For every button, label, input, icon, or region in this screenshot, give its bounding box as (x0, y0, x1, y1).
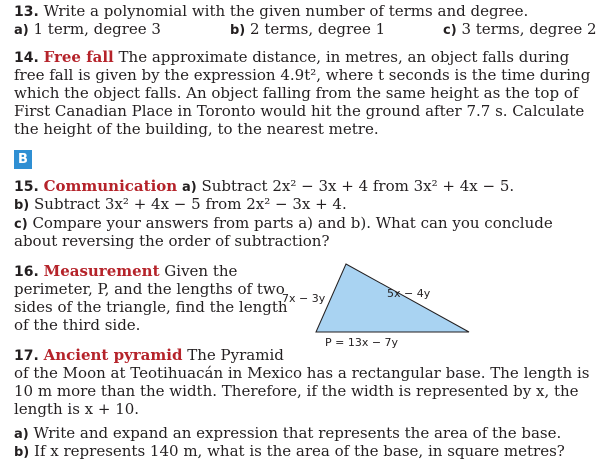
part-label: b) (14, 198, 30, 213)
part-a-text: Subtract 2x² − 3x + 4 from 3x² + 4x − 5. (201, 177, 515, 195)
question-text: sides of the triangle, find the length (14, 298, 288, 316)
part-b-text: If x represents 140 m, what is the area of the base, in square metres? (34, 442, 565, 460)
question-text: of the third side. (14, 316, 141, 334)
question-text: Given the (164, 262, 238, 280)
part-c-text: 3 terms, degree 2 (461, 20, 597, 38)
side-label-right: 5x − 4y (387, 287, 431, 300)
part-c-text: about reversing the order of subtraction? (14, 232, 330, 250)
part-label: c) (443, 23, 457, 38)
part-label: c) (14, 217, 28, 232)
part-b-text: 2 terms, degree 1 (250, 20, 386, 38)
question-text: perimeter, P, and the lengths of two (14, 280, 285, 298)
part-a-text: Write and expand an expression that represents the area of the base. (33, 424, 562, 442)
question-17-part-a (14, 424, 561, 444)
part-label: b) (230, 23, 246, 38)
question-text: Write a polynomial with the given number of terms and degree. (43, 2, 529, 20)
section-badge: B (14, 150, 32, 169)
part-label: a) (14, 427, 29, 442)
question-title: Measurement (43, 262, 160, 280)
question-number: 16. (14, 264, 39, 280)
question-text: First Canadian Place in Toronto would hit the ground after 7.7 s. Calculate (14, 102, 585, 120)
question-number: 13. (14, 4, 39, 20)
question-text: of the Moon at Teotihuacán in Mexico has a rectangular base. The length is (14, 364, 590, 382)
side-label-left: 7x − 3y (282, 292, 326, 305)
question-title: Ancient pyramid (43, 346, 183, 364)
question-number: 15. (14, 179, 39, 195)
perimeter-label: P = 13x − 7y (325, 336, 399, 349)
question-title: Communication (43, 177, 178, 195)
question-number: 17. (14, 348, 39, 364)
question-text: length is x + 10. (14, 400, 140, 418)
part-a-text: 1 term, degree 3 (33, 20, 161, 38)
question-number: 14. (14, 50, 39, 66)
question-text: free fall is given by the expression 4.9t², where t seconds is the time during (14, 66, 591, 84)
question-17-part-b (14, 442, 565, 462)
part-label: a) (14, 23, 29, 38)
question-text: The Pyramid (187, 346, 284, 364)
part-label: a) (181, 180, 197, 195)
question-text: The approximate distance, in metres, an object falls during (118, 48, 570, 66)
part-c-text: Compare your answers from parts a) and b). What can you conclude (32, 214, 553, 232)
question-title: Free fall (43, 48, 114, 66)
part-b-text: Subtract 3x² + 4x − 5 from 2x² − 3x + 4. (34, 195, 347, 213)
question-17-title-line (14, 346, 284, 365)
question-text: 10 m more than the width. Therefore, if the width is represented by x, the (14, 382, 579, 400)
part-label: b) (14, 445, 30, 460)
question-text: the height of the building, to the nearest metre. (14, 120, 379, 138)
question-text: which the object falls. An object falling from the same height as the top of (14, 84, 579, 102)
